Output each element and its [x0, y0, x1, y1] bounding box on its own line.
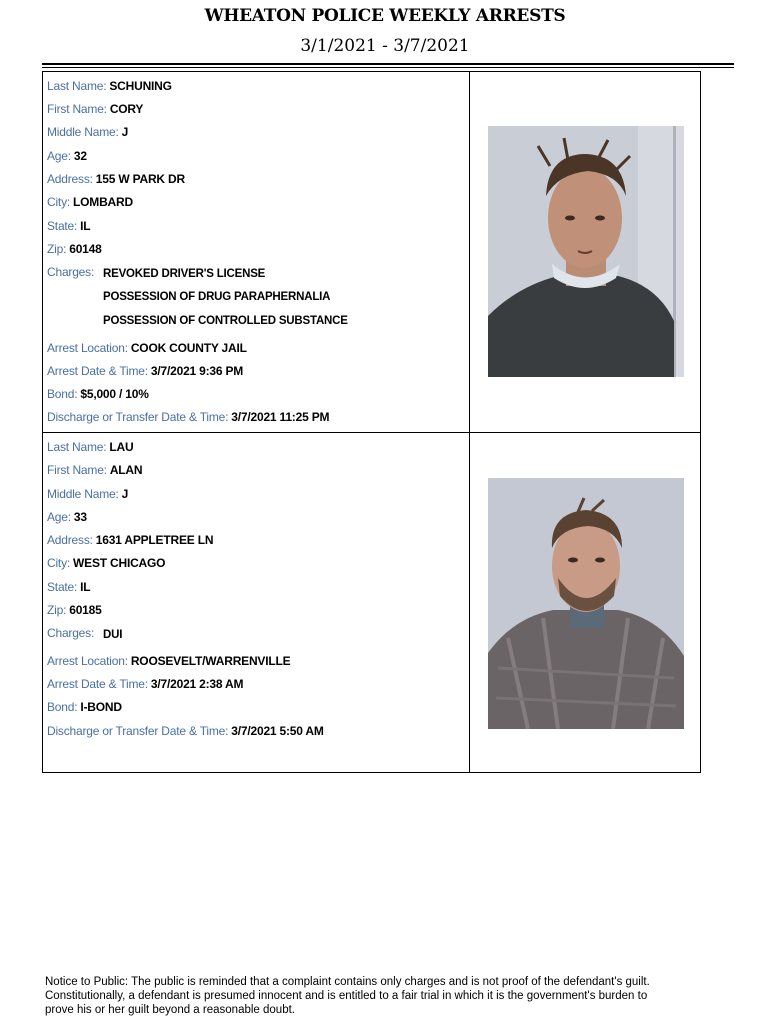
bond-label: Bond: — [47, 700, 78, 714]
arrest-location-value: ROOSEVELT/WARRENVILLE — [130, 654, 291, 668]
address-value: 155 W PARK DR — [95, 172, 185, 186]
discharge-value: 3/7/2021 11:25 PM — [231, 410, 330, 424]
bond-field — [47, 387, 149, 401]
middle-name-value: J — [121, 125, 129, 139]
discharge-field — [47, 724, 324, 738]
header-rule-thin — [42, 67, 734, 68]
city-value: LOMBARD — [73, 195, 133, 209]
zip-label: Zip: — [47, 603, 67, 617]
arrest-datetime-label: Arrest Date & Time: — [47, 677, 148, 691]
arrest-datetime-value: 3/7/2021 9:36 PM — [150, 364, 244, 378]
address-label: Address: — [47, 172, 93, 186]
mugshot-photo — [488, 126, 684, 377]
charge-item: REVOKED DRIVER'S LICENSE — [103, 268, 266, 280]
charge-item: POSSESSION OF CONTROLLED SUBSTANCE — [103, 315, 348, 327]
charges-label: Charges: — [47, 265, 95, 279]
first-name-field — [47, 102, 143, 116]
age-value: 32 — [73, 149, 87, 163]
city-label: City: — [47, 556, 71, 570]
address-value: 1631 APPLETREE LN — [95, 533, 214, 547]
charges-label: Charges: — [47, 626, 95, 640]
zip-label: Zip: — [47, 242, 67, 256]
age-field — [47, 510, 87, 524]
middle-name-label: Middle Name: — [47, 125, 119, 139]
state-field — [47, 580, 90, 594]
last-name-value: LAU — [109, 440, 134, 454]
address-field — [47, 172, 185, 186]
column-divider — [469, 72, 470, 772]
state-field — [47, 219, 90, 233]
discharge-field — [47, 410, 329, 424]
mugshot-2-image — [488, 478, 684, 729]
state-label: State: — [47, 219, 78, 233]
first-name-value: ALAN — [109, 463, 143, 477]
discharge-label: Discharge or Transfer Date & Time: — [47, 410, 229, 424]
arrest-location-field — [47, 341, 247, 355]
discharge-value: 3/7/2021 5:50 AM — [231, 724, 324, 738]
charge-item: POSSESSION OF DRUG PARAPHERNALIA — [103, 291, 331, 303]
arrest-location-label: Arrest Location: — [47, 654, 128, 668]
mugshot-photo — [488, 478, 684, 729]
charges-field — [47, 626, 94, 640]
public-notice: Notice to Public: The public is reminded that a complaint contains only charges and is not proof of the defendant's guilt. Constitutionally, a defendant is presumed innocent and is entitled to a fair trial in which it is the government's burden to prove his or her guilt beyond a reasonable doubt. — [45, 976, 650, 1016]
bond-value: I-BOND — [80, 700, 122, 714]
age-value: 33 — [73, 510, 87, 524]
last-name-value: SCHUNING — [109, 79, 172, 93]
arrest-datetime-value: 3/7/2021 2:38 AM — [150, 677, 244, 691]
arrest-datetime-label: Arrest Date & Time: — [47, 364, 148, 378]
address-label: Address: — [47, 533, 93, 547]
city-label: City: — [47, 195, 71, 209]
first-name-field — [47, 463, 142, 477]
state-value: IL — [80, 219, 91, 233]
arrest-location-label: Arrest Location: — [47, 341, 128, 355]
arrest-datetime-field — [47, 364, 243, 378]
state-value: IL — [80, 580, 91, 594]
city-field — [47, 556, 165, 570]
arrest-location-field — [47, 654, 290, 668]
state-label: State: — [47, 580, 78, 594]
last-name-label: Last Name: — [47, 79, 107, 93]
middle-name-label: Middle Name: — [47, 487, 119, 501]
address-field — [47, 533, 213, 547]
zip-field — [47, 603, 102, 617]
bond-field — [47, 700, 122, 714]
zip-field — [47, 242, 102, 256]
date-range: 3/1/2021 - 3/7/2021 — [300, 36, 470, 56]
age-label: Age: — [47, 149, 71, 163]
zip-value: 60185 — [69, 603, 102, 617]
row-divider — [43, 432, 700, 433]
last-name-field — [47, 440, 133, 454]
age-field — [47, 149, 87, 163]
arrest-table — [42, 71, 701, 773]
age-label: Age: — [47, 510, 71, 524]
discharge-label: Discharge or Transfer Date & Time: — [47, 724, 229, 738]
middle-name-field — [47, 125, 128, 139]
city-value: WEST CHICAGO — [73, 556, 166, 570]
first-name-label: First Name: — [47, 463, 107, 477]
first-name-label: First Name: — [47, 102, 107, 116]
last-name-label: Last Name: — [47, 440, 107, 454]
charge-item: DUI — [103, 629, 123, 641]
mugshot-1-image — [488, 126, 684, 377]
arrest-datetime-field — [47, 677, 243, 691]
bond-label: Bond: — [47, 387, 78, 401]
header-rule — [42, 63, 734, 65]
middle-name-value: J — [121, 487, 129, 501]
bond-value: $5,000 / 10% — [80, 387, 149, 401]
last-name-field — [47, 79, 172, 93]
arrest-location-value: COOK COUNTY JAIL — [130, 341, 247, 355]
middle-name-field — [47, 487, 128, 501]
zip-value: 60148 — [69, 242, 102, 256]
city-field — [47, 195, 133, 209]
page-title: WHEATON POLICE WEEKLY ARRESTS — [204, 6, 566, 26]
charges-field — [47, 265, 94, 279]
first-name-value: CORY — [109, 102, 144, 116]
